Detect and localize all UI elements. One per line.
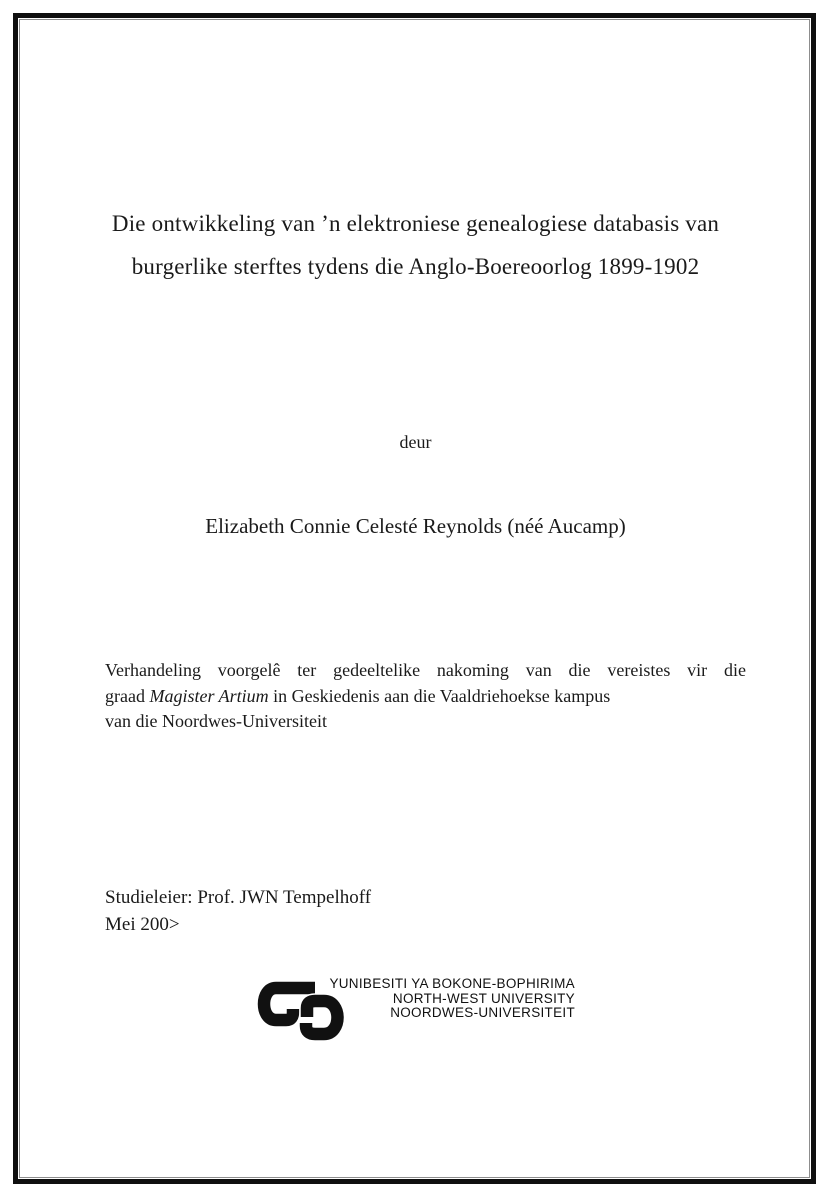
supervisor-block bbox=[105, 884, 371, 938]
university-logo bbox=[253, 973, 575, 1053]
degree-statement bbox=[105, 658, 746, 735]
logo-text-afrikaans: NOORDWES-UNIVERSITEIT bbox=[390, 1005, 575, 1020]
thesis-title-line-1: Die ontwikkeling van ’n elektroniese genealogiese databasis van bbox=[111, 211, 720, 236]
byline: deur bbox=[399, 432, 432, 452]
degree-name-italic: Magister Artium bbox=[149, 685, 269, 706]
logo-text-setswana: YUNIBESITI YA BOKONE-BOPHIRIMA bbox=[329, 976, 575, 991]
degree-statement-line-1: Verhandeling voorgelê ter gedeeltelike nakoming van die vereistes vir die bbox=[105, 660, 746, 680]
thesis-title-line-2: burgerlike sterftes tydens die Anglo-Boereoorlog 1899-1902 bbox=[131, 254, 700, 279]
degree-statement-line-3: van die Noordwes-Universiteit bbox=[105, 711, 327, 731]
degree-statement-line-2 bbox=[105, 684, 746, 710]
thesis-title bbox=[60, 202, 771, 288]
degree-statement-line-2-post: in Geskiedenis aan die Vaaldriehoekse kampus bbox=[268, 685, 611, 706]
author-name: Elizabeth Connie Celesté Reynolds (néé Aucamp) bbox=[205, 514, 626, 538]
supervisor-line: Studieleier: Prof. JWN Tempelhoff bbox=[105, 887, 372, 908]
date-line: Mei 200> bbox=[105, 914, 180, 935]
university-logo-wordmark bbox=[311, 977, 575, 1021]
degree-statement-line-2-pre: graad bbox=[105, 685, 150, 706]
logo-text-english: NORTH-WEST UNIVERSITY bbox=[392, 990, 575, 1006]
